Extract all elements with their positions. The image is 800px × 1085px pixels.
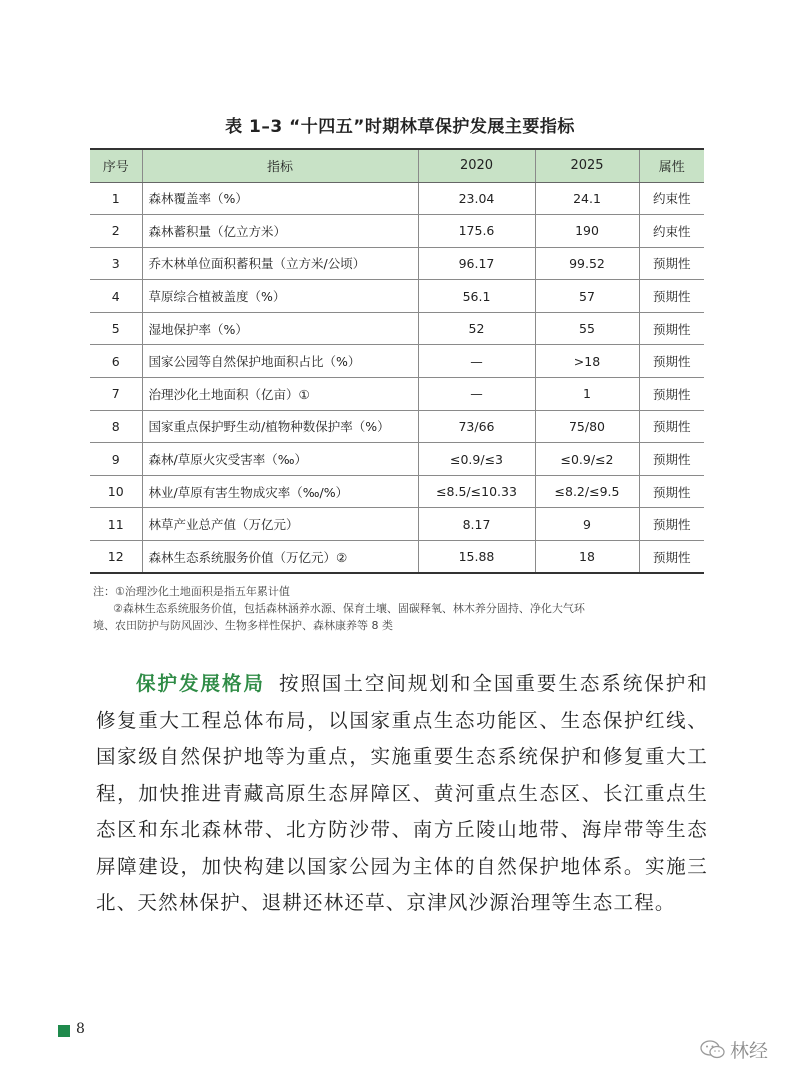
row-indicator: 湿地保护率（%） <box>142 312 418 345</box>
row-seq: 2 <box>90 215 142 248</box>
row-seq: 5 <box>90 312 142 345</box>
row-indicator: 森林覆盖率（%） <box>142 182 418 215</box>
header-attribute: 属性 <box>639 149 704 182</box>
row-value-2020: — <box>418 345 535 378</box>
row-attribute: 预期性 <box>639 247 704 280</box>
row-attribute: 预期性 <box>639 443 704 476</box>
row-attribute: 预期性 <box>639 410 704 443</box>
row-value-2025: 9 <box>535 508 639 541</box>
indicators-table <box>90 148 704 574</box>
row-attribute: 预期性 <box>639 378 704 411</box>
row-value-2025: 1 <box>535 378 639 411</box>
row-value-2025: >18 <box>535 345 639 378</box>
header-indicator: 指标 <box>142 149 418 182</box>
row-indicator: 森林蓄积量（亿立方米） <box>142 215 418 248</box>
wechat-icon <box>700 1040 726 1060</box>
table-row <box>90 410 704 443</box>
note-line-2: ②森林生态系统服务价值，包括森林涵养水源、保育土壤、固碳释氧、林木养分固持、净化大气环 <box>113 602 585 615</box>
table-row <box>90 378 704 411</box>
table-header-row <box>90 149 704 182</box>
row-value-2020: 8.17 <box>418 508 535 541</box>
row-value-2025: ≤0.9/≤2 <box>535 443 639 476</box>
row-attribute: 预期性 <box>639 345 704 378</box>
table-row <box>90 508 704 541</box>
table-row <box>90 345 704 378</box>
row-value-2025: ≤8.2/≤9.5 <box>535 475 639 508</box>
row-seq: 9 <box>90 443 142 476</box>
row-seq: 10 <box>90 475 142 508</box>
row-value-2020: 73/66 <box>418 410 535 443</box>
table-title: 表 1–3 “十四五”时期林草保护发展主要指标 <box>225 117 575 137</box>
row-value-2025: 190 <box>535 215 639 248</box>
body-paragraph <box>96 666 708 922</box>
table-row <box>90 541 704 574</box>
row-indicator: 草原综合植被盖度（%） <box>142 280 418 313</box>
row-indicator: 治理沙化土地面积（亿亩）① <box>142 378 418 411</box>
row-indicator: 林业/草原有害生物成灾率（‰/%） <box>142 475 418 508</box>
header-seq: 序号 <box>90 149 142 182</box>
row-indicator: 国家重点保护野生动/植物种数保护率（%） <box>142 410 418 443</box>
page-number: 8 <box>76 1021 85 1037</box>
header-2020: 2020 <box>418 149 535 182</box>
table-row <box>90 215 704 248</box>
row-indicator: 森林/草原火灾受害率（‰） <box>142 443 418 476</box>
table-row <box>90 247 704 280</box>
row-value-2020: 15.88 <box>418 541 535 574</box>
row-seq: 4 <box>90 280 142 313</box>
note-line-1: 注：①治理沙化土地面积是指五年累计值 <box>93 585 290 598</box>
row-value-2020: 96.17 <box>418 247 535 280</box>
row-value-2020: ≤8.5/≤10.33 <box>418 475 535 508</box>
paragraph-lead: 保护发展格局 <box>136 672 265 695</box>
row-indicator: 林草产业总产值（万亿元） <box>142 508 418 541</box>
row-value-2020: ≤0.9/≤3 <box>418 443 535 476</box>
row-value-2020: 23.04 <box>418 182 535 215</box>
table-row <box>90 443 704 476</box>
row-value-2025: 18 <box>535 541 639 574</box>
row-indicator: 森林生态系统服务价值（万亿元）② <box>142 541 418 574</box>
row-attribute: 预期性 <box>639 312 704 345</box>
row-attribute: 预期性 <box>639 541 704 574</box>
row-value-2025: 55 <box>535 312 639 345</box>
table-row <box>90 475 704 508</box>
row-value-2025: 99.52 <box>535 247 639 280</box>
row-seq: 1 <box>90 182 142 215</box>
row-seq: 3 <box>90 247 142 280</box>
paragraph-text: 按照国土空间规划和全国重要生态系统保护和修复重大工程总体布局，以国家重点生态功能区、生态保护红线、国家级自然保护地等为重点，实施重要生态系统保护和修复重大工程，加快推进青藏高原生态屏障区、黄河重点生态区、长江重点生态区和东北森林带、北方防沙带、南方丘陵山地带、海岸带等生态屏障建设，加快构建以国家公园为主体的自然保护地体系。实施三北、天然林保护、退耕还林还草、京津风沙源治理等生态工程。 <box>96 672 708 914</box>
table-notes <box>93 583 713 634</box>
watermark <box>700 1036 768 1063</box>
watermark-text: 林经 <box>730 1040 769 1062</box>
row-attribute: 预期性 <box>639 475 704 508</box>
row-value-2025: 75/80 <box>535 410 639 443</box>
row-value-2025: 57 <box>535 280 639 313</box>
table-row <box>90 182 704 215</box>
page-marker-square <box>58 1025 70 1037</box>
row-value-2025: 24.1 <box>535 182 639 215</box>
header-2025: 2025 <box>535 149 639 182</box>
row-attribute: 约束性 <box>639 182 704 215</box>
row-attribute: 预期性 <box>639 280 704 313</box>
row-attribute: 预期性 <box>639 508 704 541</box>
row-value-2020: 56.1 <box>418 280 535 313</box>
row-attribute: 约束性 <box>639 215 704 248</box>
note-line-3: 境、农田防护与防风固沙、生物多样性保护、森林康养等 8 类 <box>93 619 393 632</box>
row-value-2020: 52 <box>418 312 535 345</box>
row-indicator: 国家公园等自然保护地面积占比（%） <box>142 345 418 378</box>
row-seq: 8 <box>90 410 142 443</box>
row-value-2020: — <box>418 378 535 411</box>
table-row <box>90 280 704 313</box>
row-seq: 7 <box>90 378 142 411</box>
row-seq: 6 <box>90 345 142 378</box>
table-row <box>90 312 704 345</box>
row-indicator: 乔木林单位面积蓄积量（立方米/公顷） <box>142 247 418 280</box>
row-seq: 11 <box>90 508 142 541</box>
row-value-2020: 175.6 <box>418 215 535 248</box>
row-seq: 12 <box>90 541 142 574</box>
